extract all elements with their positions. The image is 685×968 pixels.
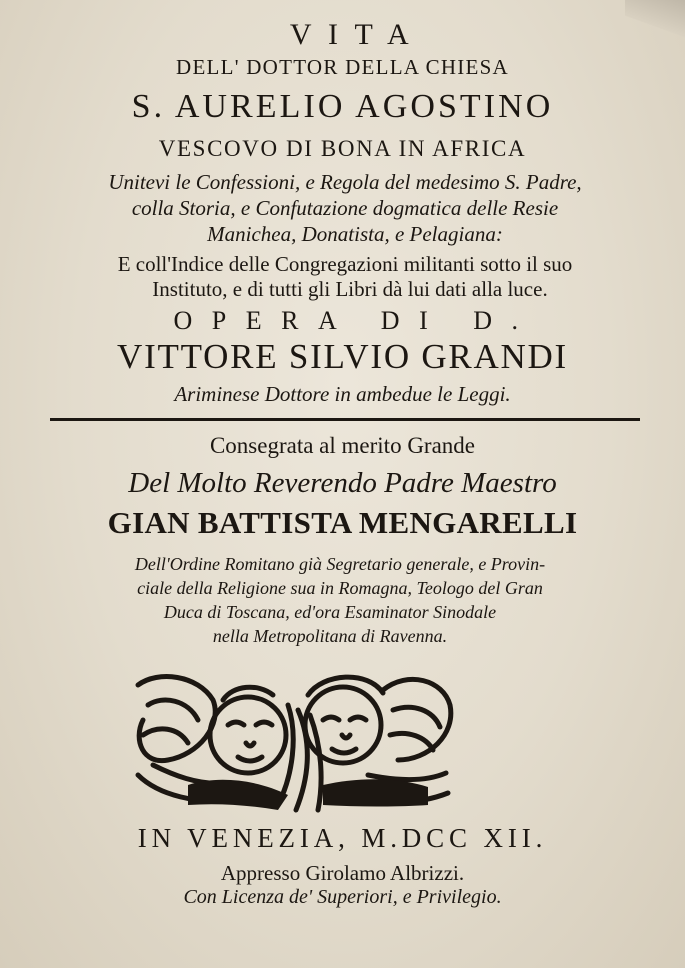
dedicatee-name: GIAN BATTISTA MENGARELLI — [107, 505, 578, 540]
divider-rule — [50, 418, 640, 421]
imprint-printer: Appresso Girolamo Albrizzi. — [220, 861, 465, 885]
author-qualifications: Ariminese Dottore in ambedue le Leggi. — [174, 382, 511, 406]
author-name: VITTORE SILVIO GRANDI — [117, 337, 568, 376]
text-line-1: E coll'Indice delle Congregazioni militanti sotto il suo — [117, 252, 573, 276]
dedicatee-office-1: Dell'Ordine Romitano già Segretario generale, e Provin- — [134, 554, 546, 574]
subtitle-line-3: VESCOVO DI BONA IN AFRICA — [158, 136, 527, 161]
dedicatee-office-4: nella Metropolitana di Ravenna. — [212, 626, 448, 646]
text-line-2: Instituto, e di tutti gli Libri dà lui dati alla luce. — [152, 277, 548, 301]
dedication-line-1: Consegrata al merito Grande — [209, 433, 476, 458]
dedicatee-office-2: ciale della Religione sua in Romagna, Teologo del Gran — [137, 578, 543, 598]
dedicatee-office-3: Duca di Toscana, ed'ora Esaminator Sinodale — [163, 602, 497, 622]
italic-line-3: Manichea, Donatista, e Pelagiana: — [207, 222, 503, 246]
opera-line: OPERA DI D. — [173, 306, 538, 335]
subtitle-line-1: DELL' DOTTOR DELLA CHIESA — [176, 55, 509, 79]
dedication-line-2: Del Molto Reverendo Padre Maestro — [128, 467, 557, 499]
subtitle-line-2: S. AURELIO AGOSTINO — [131, 88, 554, 125]
italic-line-1: Unitevi le Confessioni, e Regola del medesimo S. Padre, — [108, 170, 582, 194]
italic-line-2: colla Storia, e Confutazione dogmatica delle Resie — [131, 196, 559, 220]
imprint-place-date: IN VENEZIA, M.DCC XII. — [137, 823, 548, 853]
book-title: VITA — [289, 18, 426, 51]
imprint-license: Con Licenza de' Superiori, e Privilegio. — [183, 886, 502, 908]
cherub-woodcut-icon — [128, 665, 458, 815]
